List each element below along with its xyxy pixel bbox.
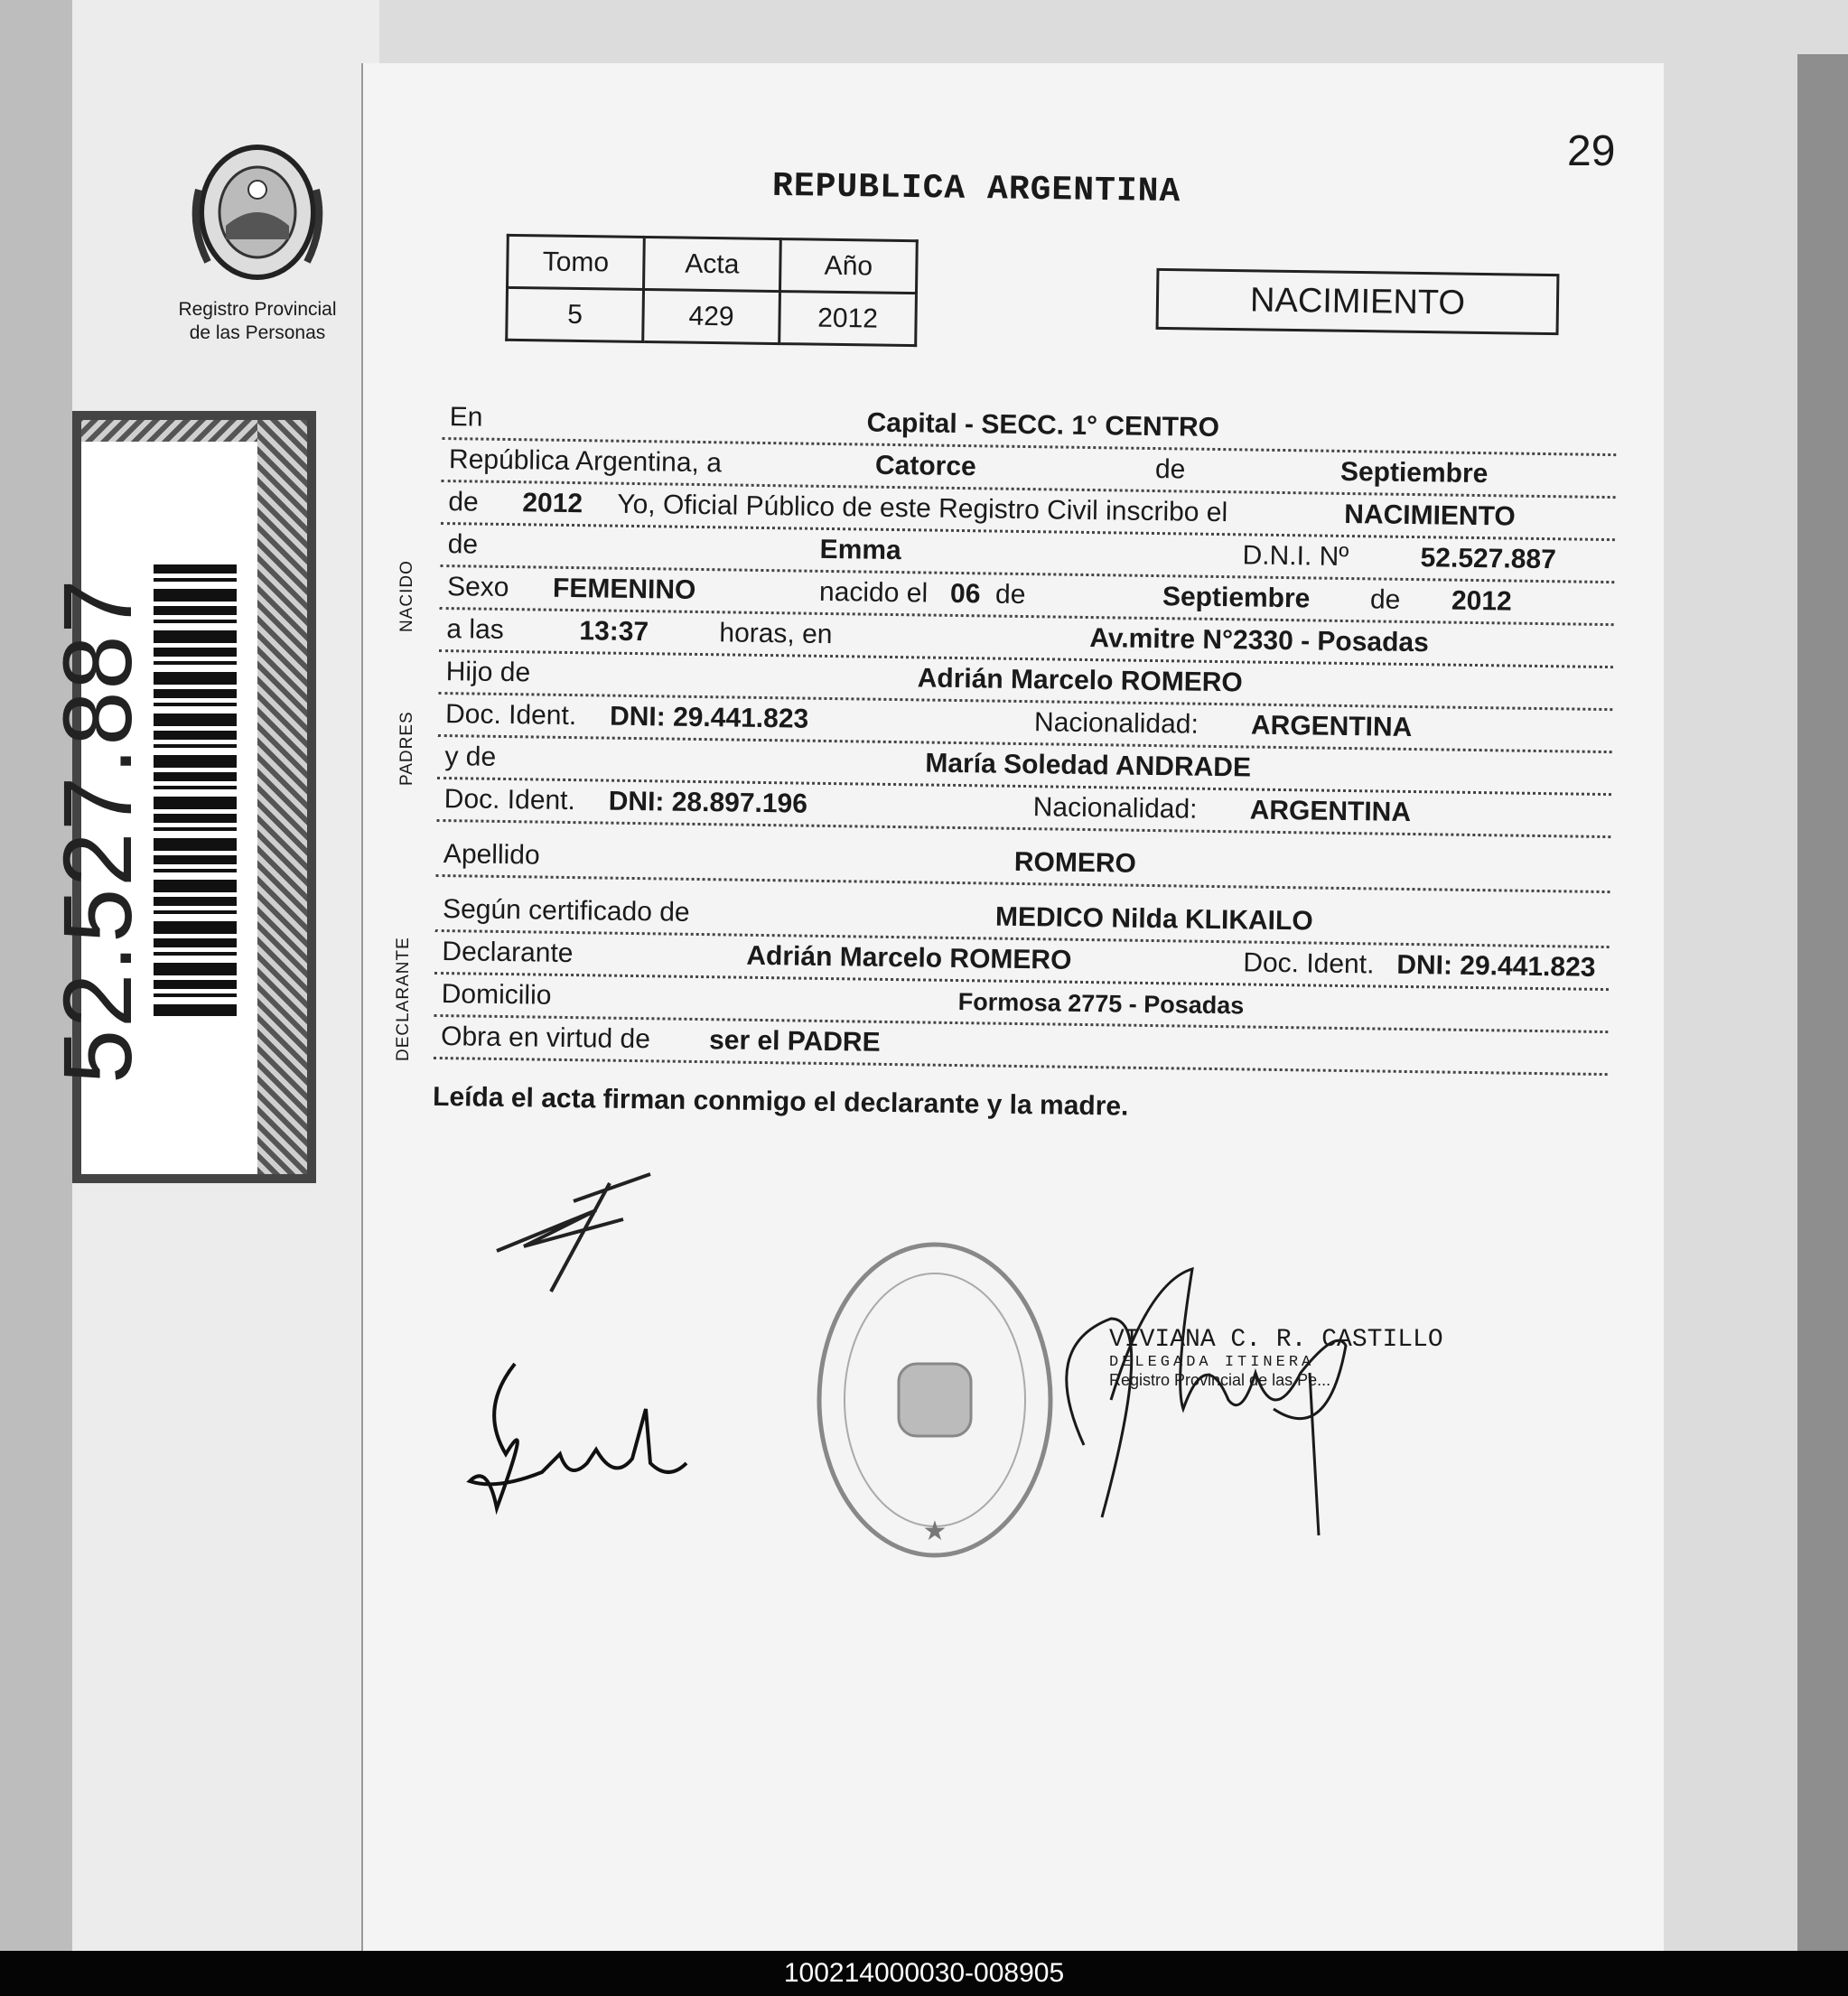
closing-text: Leída el acta firman conmigo el declarante y la madre. xyxy=(432,1081,1129,1122)
value-anio: 2012 xyxy=(779,292,917,346)
label-horas: horas, en xyxy=(719,618,833,650)
book-edge xyxy=(1797,54,1848,1951)
label-hijo: Hijo de xyxy=(445,657,531,688)
value-nombre: Emma xyxy=(819,534,901,566)
section-padres: PADRES xyxy=(397,711,416,786)
registry-name xyxy=(145,298,370,345)
registry-name-line2: de las Personas xyxy=(189,322,326,343)
value-nac-dia: 06 xyxy=(949,578,981,610)
label-nacido: nacido el xyxy=(818,576,929,609)
value-nac-mes: Septiembre xyxy=(1162,582,1311,614)
value-nac-anio: 2012 xyxy=(1451,585,1512,617)
declarant-signature xyxy=(488,1165,668,1301)
value-dom: Formosa 2775 - Posadas xyxy=(957,988,1245,1020)
mother-signature xyxy=(461,1355,714,1562)
province-crest-logo xyxy=(185,135,330,289)
label-nac-de: de xyxy=(994,579,1026,611)
record-type-box: NACIMIENTO xyxy=(1156,268,1560,335)
label-doc2: Doc. Ident. xyxy=(443,784,576,816)
label-dni: D.N.I. Nº xyxy=(1242,540,1349,573)
label-dom: Domicilio xyxy=(441,979,552,1011)
barcode xyxy=(154,564,237,1016)
line-apellido xyxy=(436,835,1611,893)
label-decl-doc: Doc. Ident. xyxy=(1243,947,1375,980)
country-heading: REPUBLICA ARGENTINA xyxy=(771,166,1181,212)
value-hora: 13:37 xyxy=(579,616,649,648)
registry-seal xyxy=(813,1237,1057,1562)
label-oficial: Yo, Oficial Público de este Registro Civil inscribo el xyxy=(617,489,1228,528)
footer-code: 100214000030-008905 xyxy=(0,1951,1848,1996)
value-anio: 2012 xyxy=(522,488,583,519)
value-tomo: 5 xyxy=(507,287,644,341)
form-body xyxy=(432,397,1617,1122)
official-role: DELEGADA ITINERA xyxy=(1109,1354,1315,1371)
value-cert: MEDICO Nilda KLIKAILO xyxy=(994,901,1313,937)
value-en: Capital - SECC. 1° CENTRO xyxy=(866,407,1220,443)
value-doc2: DNI: 28.897.196 xyxy=(608,786,808,819)
label-nac1: Nacionalidad: xyxy=(1033,707,1199,740)
registry-name-line1: Registro Provincial xyxy=(178,299,337,320)
value-padre: Adrián Marcelo ROMERO xyxy=(917,663,1243,698)
label-decl: Declarante xyxy=(442,937,574,969)
value-nac2: ARGENTINA xyxy=(1249,795,1412,828)
value-lugar: Av.mitre N°2330 - Posadas xyxy=(1089,623,1430,658)
label-en: En xyxy=(449,402,483,433)
value-nac1: ARGENTINA xyxy=(1250,710,1413,743)
official-office: Registro Provincial de las Pe... xyxy=(1109,1371,1331,1389)
value-acta: 429 xyxy=(643,289,780,343)
value-obra: ser el PADRE xyxy=(708,1025,881,1058)
value-doc1: DNI: 29.441.823 xyxy=(609,701,809,734)
label-cert: Según certificado de xyxy=(442,894,690,928)
section-declarante: DECLARANTE xyxy=(394,937,413,1061)
header-acta: Acta xyxy=(644,237,781,291)
label-hora: a las xyxy=(446,614,505,645)
value-mes: Septiembre xyxy=(1339,456,1489,490)
official-signature xyxy=(1048,1264,1391,1544)
label-yde: y de xyxy=(444,742,497,772)
value-sexo: FEMENINO xyxy=(552,573,696,605)
header-tomo: Tomo xyxy=(508,235,645,289)
label-de: de xyxy=(1154,454,1186,485)
value-dia: Catorce xyxy=(874,450,976,482)
label-apellido: Apellido xyxy=(443,839,540,871)
value-decl-doc: DNI: 29.441.823 xyxy=(1396,949,1596,983)
section-nacido: NACIDO xyxy=(397,560,416,632)
label-doc1: Doc. Ident. xyxy=(444,699,577,732)
header-anio: Año xyxy=(779,239,917,294)
label-nac-de2: de xyxy=(1369,584,1401,615)
label-nombre: de xyxy=(447,529,479,560)
value-dni: 52.527.887 xyxy=(1420,543,1556,575)
label-obra: Obra en virtud de xyxy=(440,1021,651,1055)
value-apellido: ROMERO xyxy=(1013,846,1137,879)
label-de2: de xyxy=(448,487,479,518)
value-acto: NACIMIENTO xyxy=(1344,499,1516,532)
label-rep: República Argentina, a xyxy=(448,444,723,479)
label-sexo: Sexo xyxy=(446,572,509,603)
value-decl: Adrián Marcelo ROMERO xyxy=(746,940,1072,975)
official-name: VIVIANA C. R. CASTILLO xyxy=(1109,1326,1443,1354)
id-number: 52.527.887 xyxy=(42,577,152,1084)
label-nac2: Nacionalidad: xyxy=(1032,792,1198,825)
record-table xyxy=(505,234,919,347)
svg-text:★: ★ xyxy=(922,1516,947,1546)
value-madre: María Soledad ANDRADE xyxy=(925,748,1252,783)
page-number: 29 xyxy=(1567,127,1616,175)
security-pattern xyxy=(257,420,307,1174)
